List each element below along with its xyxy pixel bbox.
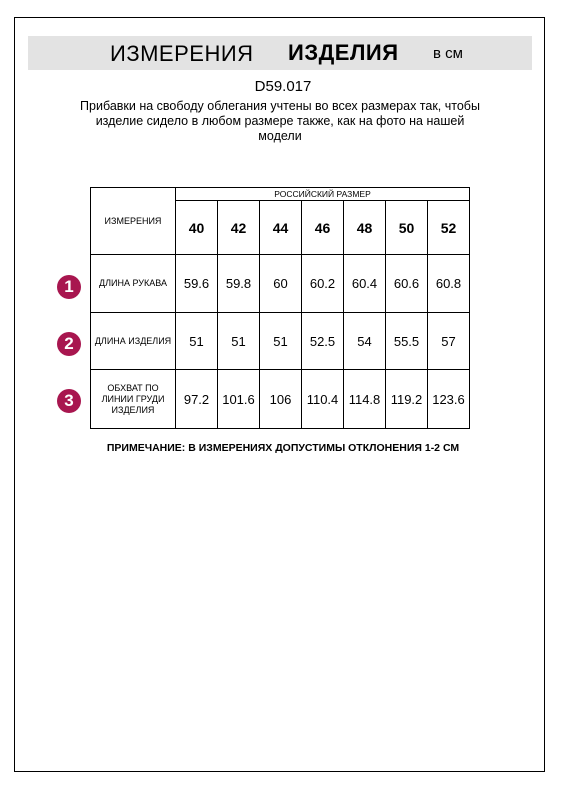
table-row (91, 313, 470, 370)
table-cell: 51 (260, 313, 302, 370)
table-cell: 51 (218, 313, 260, 370)
size-group-label: РОССИЙСКИЙ РАЗМЕР (176, 188, 470, 201)
table-cell: 60.6 (386, 255, 428, 313)
size-header: 40 (176, 201, 218, 255)
title-unit: в см (433, 45, 463, 62)
table-cell: 123.6 (428, 370, 470, 429)
table-cell: 60.2 (302, 255, 344, 313)
title-bold: ИЗДЕЛИЯ (288, 40, 399, 65)
table-cell: 60.8 (428, 255, 470, 313)
size-header: 42 (218, 201, 260, 255)
size-header: 52 (428, 201, 470, 255)
table-cell: 119.2 (386, 370, 428, 429)
table-cell: 114.8 (344, 370, 386, 429)
table-cell: 51 (176, 313, 218, 370)
size-header: 48 (344, 201, 386, 255)
title-light: ИЗМЕРЕНИЯ (110, 41, 254, 66)
table-row (91, 370, 470, 429)
size-header: 44 (260, 201, 302, 255)
row-label: ДЛИНА РУКАВА (91, 255, 176, 313)
tolerance-note: ПРИМЕЧАНИЕ: В ИЗМЕРЕНИЯХ ДОПУСТИМЫ ОТКЛОНЕНИЯ 1-2 СМ (106, 442, 460, 454)
table-cell: 97.2 (176, 370, 218, 429)
table-cell: 106 (260, 370, 302, 429)
table-cell: 57 (428, 313, 470, 370)
size-table (90, 187, 470, 429)
table-cell: 54 (344, 313, 386, 370)
table-cell: 59.8 (218, 255, 260, 313)
badge-2: 2 (57, 332, 81, 356)
corner-label: ИЗМЕРЕНИЯ (91, 188, 176, 255)
title-banner (28, 36, 532, 70)
article-code: D59.017 (254, 78, 312, 95)
table-cell: 101.6 (218, 370, 260, 429)
intro-text: Прибавки на свободу облегания учтены во всех размерах так, чтобы изделие сидело в любом размере также, как на фото на нашей модели (80, 99, 480, 143)
table-cell: 55.5 (386, 313, 428, 370)
row-label: ДЛИНА ИЗДЕЛИЯ (91, 313, 176, 370)
badge-3: 3 (57, 389, 81, 413)
table-cell: 59.6 (176, 255, 218, 313)
size-header: 50 (386, 201, 428, 255)
table-row (91, 255, 470, 313)
table-cell: 60.4 (344, 255, 386, 313)
badge-1: 1 (57, 275, 81, 299)
table-cell: 110.4 (302, 370, 344, 429)
table-cell: 60 (260, 255, 302, 313)
row-label: ОБХВАТ ПО ЛИНИИ ГРУДИ ИЗДЕЛИЯ (91, 370, 176, 429)
table-cell: 52.5 (302, 313, 344, 370)
size-header: 46 (302, 201, 344, 255)
